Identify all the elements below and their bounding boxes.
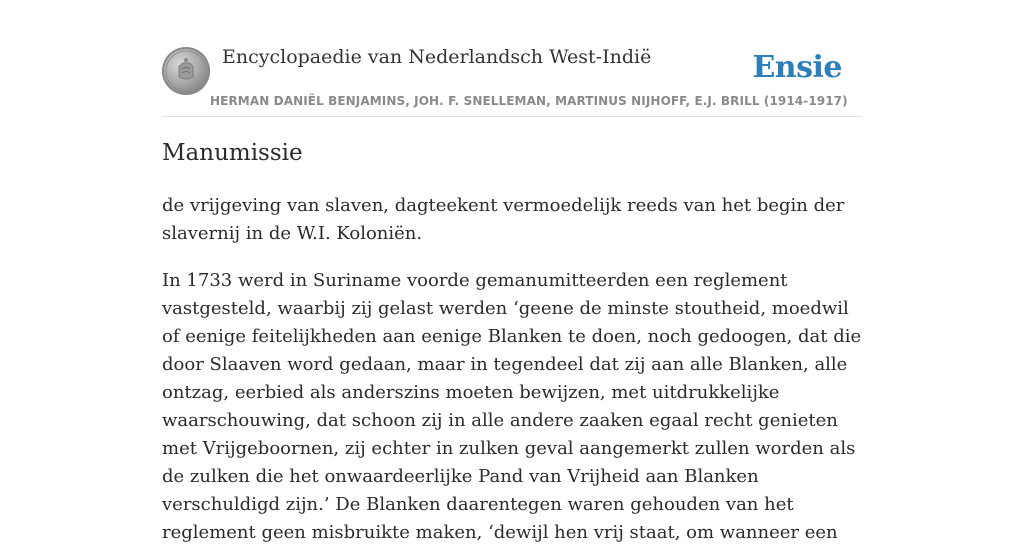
site-header: [162, 0, 862, 117]
entry-title: Manumissie: [162, 140, 303, 166]
article-paragraph-2: In 1733 werd in Suriname voorde gemanumitteerden een reglement vastgesteld, waarbij zij gelast werden ‘geene de minste stoutheid, moedwil of eenige feitelijkheden aan eenige Blanken te doen, noch gedoogen, dat die door Slaaven word gedaan, maar in tegendeel dat zij aan alle Blanken, alle ontzag, eerbied als anderszins moeten bewijzen, met uitdrukkelijke waarschouwing, dat schoon zij in alle andere zaaken egaal recht genieten met Vrijgeboornen, zij echter in zulken geval aangemerkt zullen worden als de zulken die het onwaardeerlijke Pand van Vrijheid aan Blanken verschuldigd zijn.’ De Blanken daarentegen waren gehouden van het reglement geen misbruikte maken, ‘dewijl hen vrij staat, om wanneer een: [162, 270, 862, 543]
book-title-link[interactable]: Encyclopaedie van Nederlandsch West-Indië: [222, 46, 652, 68]
page-container: [162, 0, 862, 543]
coin-emblem-icon[interactable]: [162, 47, 210, 95]
ensie-brand-link[interactable]: Ensie: [752, 50, 842, 85]
authors-line: HERMAN DANIËL BENJAMINS, JOH. F. SNELLEMAN, MARTINUS NIJHOFF, E.J. BRILL (1914-1917): [210, 94, 848, 108]
article-paragraph-1: de vrijgeving van slaven, dagteekent vermoedelijk reeds van het begin der slavernij in de W.I. Koloniën.: [162, 195, 845, 244]
